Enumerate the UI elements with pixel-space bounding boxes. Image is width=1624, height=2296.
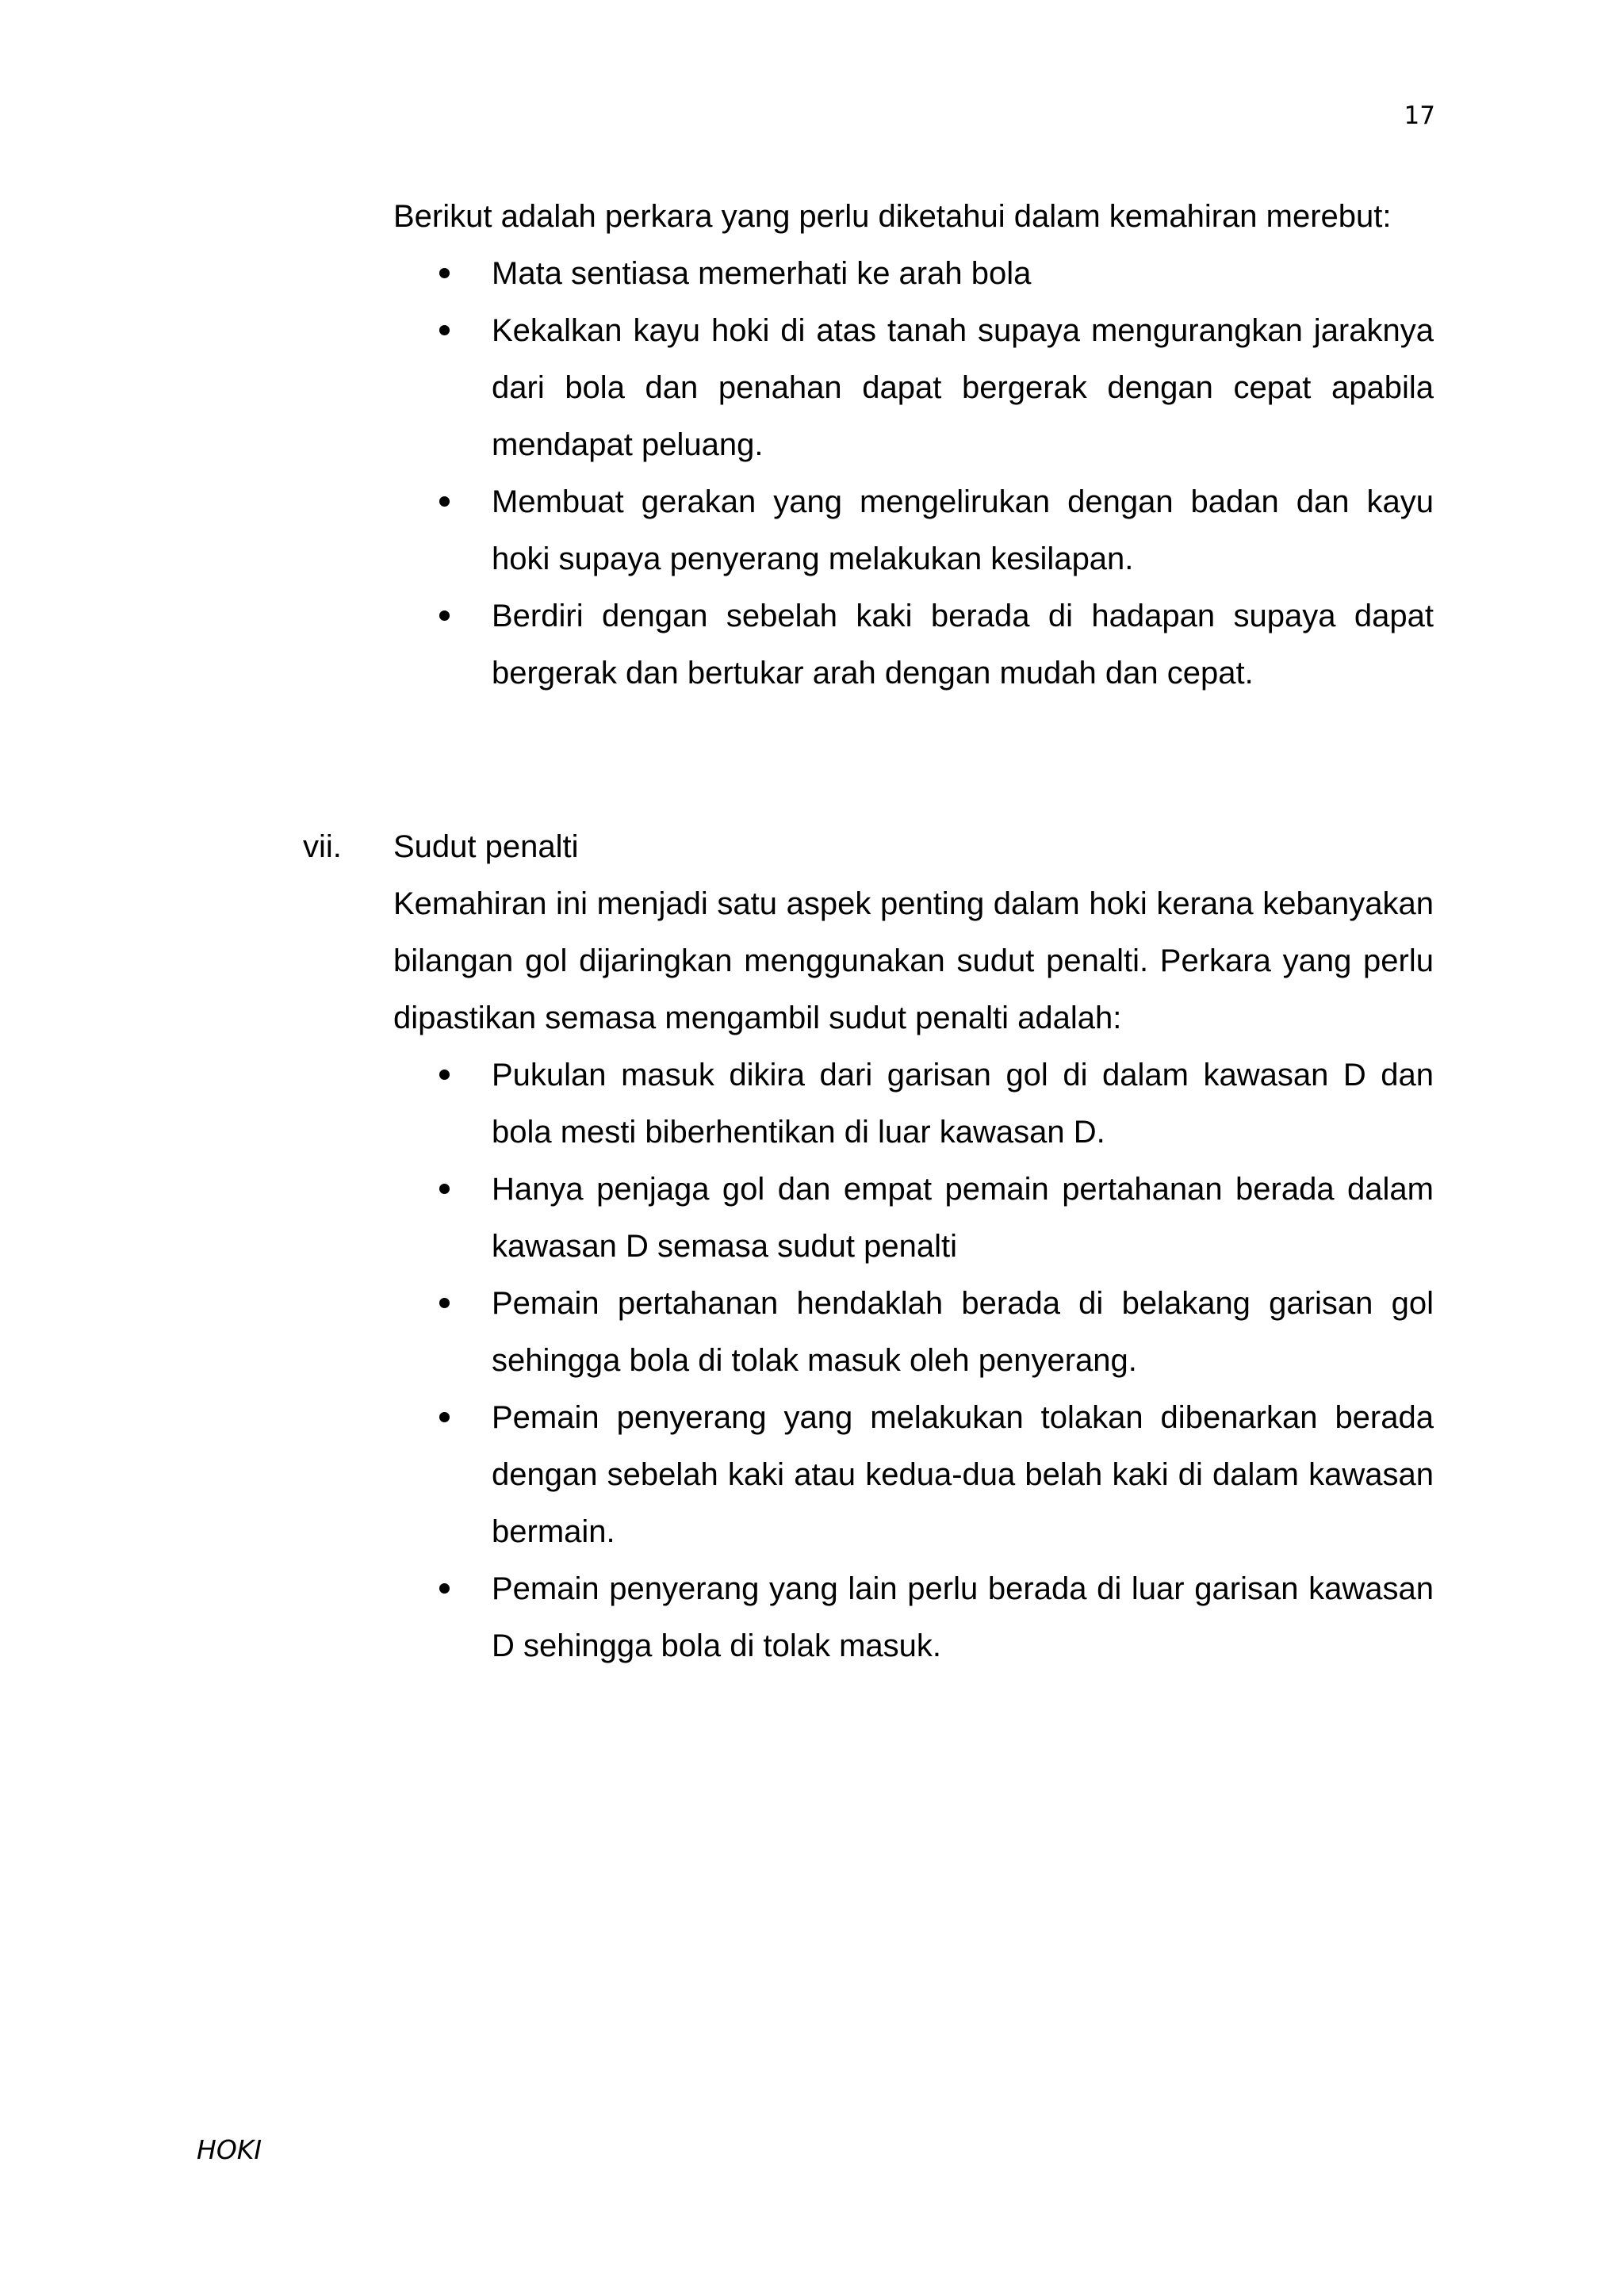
list-item: Pemain pertahanan hendaklah berada di belakang garisan gol sehingga bola di tolak masuk oleh penyerang. xyxy=(492,1275,1434,1389)
list-item: Pemain penyerang yang lain perlu berada di luar garisan kawasan D sehingga bola di tolak masuk. xyxy=(492,1560,1434,1674)
section-bullet-list xyxy=(393,1047,1434,1674)
section-paragraph: Kemahiran ini menjadi satu aspek penting dalam hoki kerana kebanyakan bilangan gol dijaringkan menggunakan sudut penalti. Perkara yang perlu dipastikan semasa mengambil sudut penalti adalah: xyxy=(393,886,1434,1035)
section-number: vii. xyxy=(303,829,342,864)
section-heading: Sudut penalti xyxy=(393,829,579,864)
list-item: Membuat gerakan yang mengelirukan dengan badan dan kayu hoki supaya penyerang melakukan kesilapan. xyxy=(492,473,1434,587)
section-heading-row xyxy=(303,818,1434,875)
section-sudut-penalti xyxy=(303,818,1434,1674)
list-item: Mata sentiasa memerhati ke arah bola xyxy=(492,245,1434,302)
intro-bullet-list xyxy=(393,245,1434,702)
footer-title: HOKI xyxy=(197,2134,262,2165)
list-item: Kekalkan kayu hoki di atas tanah supaya mengurangkan jaraknya dari bola dan penahan dapat bergerak dengan cepat apabila mendapat peluang. xyxy=(492,302,1434,473)
list-item: Pukulan masuk dikira dari garisan gol di dalam kawasan D dan bola mesti biberhentikan di luar kawasan D. xyxy=(492,1047,1434,1161)
intro-block xyxy=(393,188,1434,702)
list-item: Berdiri dengan sebelah kaki berada di hadapan supaya dapat bergerak dan bertukar arah dengan mudah dan cepat. xyxy=(492,587,1434,702)
page-number: 17 xyxy=(1404,101,1435,130)
list-item: Hanya penjaga gol dan empat pemain pertahanan berada dalam kawasan D semasa sudut penalti xyxy=(492,1161,1434,1275)
list-item: Pemain penyerang yang melakukan tolakan dibenarkan berada dengan sebelah kaki atau kedua-dua belah kaki di dalam kawasan bermain. xyxy=(492,1389,1434,1560)
intro-text: Berikut adalah perkara yang perlu diketahui dalam kemahiran merebut: xyxy=(393,199,1392,234)
